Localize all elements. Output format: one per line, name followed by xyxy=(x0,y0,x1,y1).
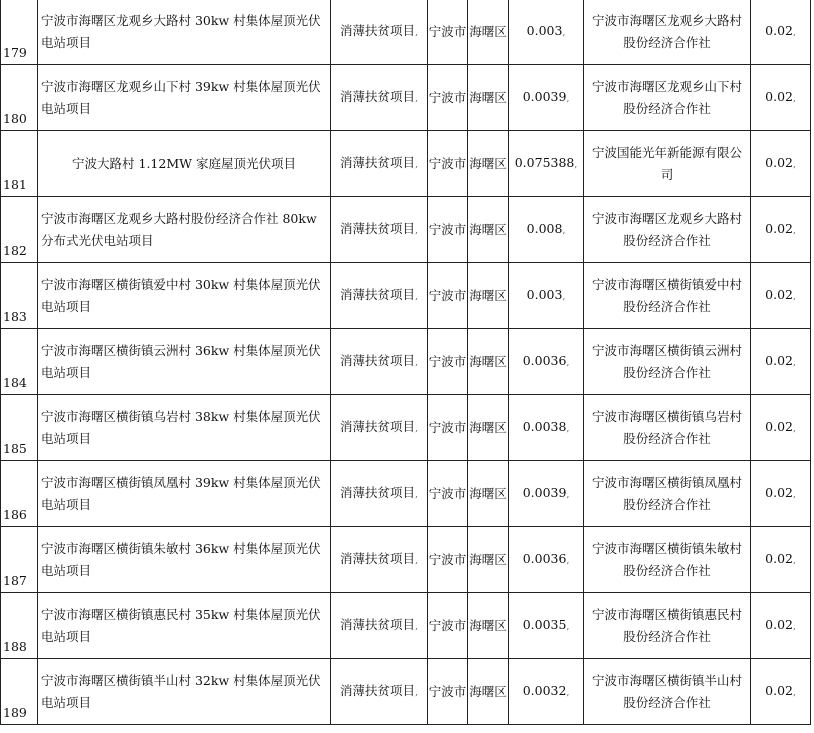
district: 海曙区 xyxy=(469,485,507,501)
capacity-cell xyxy=(509,263,584,329)
project-category-cell xyxy=(331,263,428,329)
project-name-cell xyxy=(38,659,331,725)
row-number-cell xyxy=(1,131,38,197)
district-cell xyxy=(468,197,509,263)
value-cell xyxy=(751,659,811,725)
row-number: 187 xyxy=(3,573,27,588)
owner: 宁波市海曙区横街镇凤凰村股份经济合作社 xyxy=(591,474,742,512)
district: 海曙区 xyxy=(469,287,507,303)
table-row xyxy=(1,659,811,725)
district-cell xyxy=(468,65,509,131)
row-number: 184 xyxy=(3,375,27,390)
district: 海曙区 xyxy=(469,353,507,369)
paragraph-mark: , xyxy=(415,489,418,500)
value: 0.02 xyxy=(765,352,793,368)
capacity-cell xyxy=(509,65,584,131)
project-category-cell xyxy=(331,593,428,659)
city: 宁波市 xyxy=(428,485,467,501)
district: 海曙区 xyxy=(469,683,507,699)
value: 0.02 xyxy=(765,616,793,632)
district-cell xyxy=(468,263,509,329)
paragraph-mark: , xyxy=(415,291,418,302)
row-number: 188 xyxy=(3,639,27,654)
project-category-cell xyxy=(331,527,428,593)
owner: 宁波市海曙区横街镇爱中村股份经济合作社 xyxy=(591,276,742,314)
district: 海曙区 xyxy=(469,419,507,435)
project-name-cell xyxy=(38,461,331,527)
paragraph-mark: , xyxy=(792,357,796,368)
district-cell xyxy=(468,527,509,593)
row-number: 189 xyxy=(3,705,27,720)
owner-cell xyxy=(584,329,751,395)
value-cell xyxy=(751,527,811,593)
project-name-cell xyxy=(38,197,331,263)
district: 海曙区 xyxy=(469,23,507,39)
district-cell xyxy=(468,0,509,65)
district-cell xyxy=(468,131,509,197)
paragraph-mark: , xyxy=(415,93,418,104)
capacity: 0.008 xyxy=(526,220,563,236)
value: 0.02 xyxy=(765,286,793,302)
paragraph-mark: , xyxy=(792,489,796,500)
project-name-cell xyxy=(38,263,331,329)
table-row xyxy=(1,197,811,263)
paragraph-mark: , xyxy=(792,423,796,434)
paragraph-mark: , xyxy=(792,225,796,236)
city: 宁波市 xyxy=(428,617,467,633)
row-number-cell xyxy=(1,263,38,329)
paragraph-mark: , xyxy=(415,621,418,632)
owner: 宁波市海曙区横街镇惠民村股份经济合作社 xyxy=(591,606,742,644)
city: 宁波市 xyxy=(428,89,467,105)
row-number-cell xyxy=(1,395,38,461)
project-name-cell xyxy=(38,593,331,659)
value-cell xyxy=(751,461,811,527)
project-category: 消薄扶贫项目 xyxy=(340,286,416,302)
owner: 宁波市海曙区龙观乡大路村股份经济合作社 xyxy=(591,210,742,248)
paragraph-mark: , xyxy=(574,159,578,170)
paragraph-mark: , xyxy=(792,93,796,104)
paragraph-mark: , xyxy=(415,687,418,698)
district: 海曙区 xyxy=(469,221,507,237)
value-cell xyxy=(751,593,811,659)
paragraph-mark: , xyxy=(415,555,418,566)
city-cell xyxy=(428,65,468,131)
project-name-cell xyxy=(38,395,331,461)
city-cell xyxy=(428,197,468,263)
project-category-cell xyxy=(331,0,428,65)
paragraph-mark: , xyxy=(415,357,418,368)
district: 海曙区 xyxy=(469,89,507,105)
paragraph-mark: , xyxy=(415,27,418,38)
paragraph-mark: , xyxy=(562,291,566,302)
project-name: 宁波市海曙区龙观乡大路村 30kw 村集体屋顶光伏电站项目 xyxy=(41,12,321,50)
table-row xyxy=(1,527,811,593)
project-name: 宁波市海曙区横街镇乌岩村 38kw 村集体屋顶光伏电站项目 xyxy=(41,408,321,446)
capacity-cell xyxy=(509,593,584,659)
city: 宁波市 xyxy=(428,683,467,699)
table-row xyxy=(1,461,811,527)
project-name: 宁波市海曙区横街镇爱中村 30kw 村集体屋顶光伏电站项目 xyxy=(41,276,321,314)
project-category: 消薄扶贫项目 xyxy=(340,550,416,566)
project-category-cell xyxy=(331,131,428,197)
value-cell xyxy=(751,197,811,263)
capacity: 0.0036 xyxy=(522,352,567,368)
city: 宁波市 xyxy=(428,221,467,237)
project-category: 消薄扶贫项目 xyxy=(340,154,416,170)
table-row xyxy=(1,593,811,659)
capacity: 0.003 xyxy=(526,22,563,38)
project-name: 宁波市海曙区横街镇凤凰村 39kw 村集体屋顶光伏电站项目 xyxy=(41,474,321,512)
paragraph-mark: , xyxy=(566,93,570,104)
paragraph-mark: , xyxy=(792,687,796,698)
project-category: 消薄扶贫项目 xyxy=(340,220,416,236)
project-category: 消薄扶贫项目 xyxy=(340,418,416,434)
project-table-body xyxy=(1,0,811,725)
district-cell xyxy=(468,395,509,461)
capacity-cell xyxy=(509,527,584,593)
paragraph-mark: , xyxy=(566,489,570,500)
table-row xyxy=(1,395,811,461)
city-cell xyxy=(428,461,468,527)
owner-cell xyxy=(584,395,751,461)
value: 0.02 xyxy=(765,682,793,698)
capacity-cell xyxy=(509,0,584,65)
city-cell xyxy=(428,593,468,659)
row-number: 179 xyxy=(3,45,27,60)
city-cell xyxy=(428,0,468,65)
owner: 宁波市海曙区龙观乡大路村股份经济合作社 xyxy=(591,12,742,50)
owner: 宁波市海曙区横街镇乌岩村股份经济合作社 xyxy=(591,408,742,446)
capacity-cell xyxy=(509,197,584,263)
owner: 宁波市海曙区龙观乡山下村股份经济合作社 xyxy=(591,78,742,116)
project-category-cell xyxy=(331,197,428,263)
capacity: 0.0039 xyxy=(522,88,567,104)
value: 0.02 xyxy=(765,22,793,38)
project-category-cell xyxy=(331,65,428,131)
project-category: 消薄扶贫项目 xyxy=(340,484,416,500)
owner-cell xyxy=(584,0,751,65)
owner-cell xyxy=(584,527,751,593)
table-row xyxy=(1,65,811,131)
district: 海曙区 xyxy=(469,155,507,171)
capacity-cell xyxy=(509,395,584,461)
row-number: 180 xyxy=(3,111,27,126)
capacity: 0.0035 xyxy=(522,616,567,632)
paragraph-mark: , xyxy=(792,291,796,302)
paragraph-mark: , xyxy=(792,555,796,566)
capacity-cell xyxy=(509,659,584,725)
capacity-cell xyxy=(509,329,584,395)
project-name: 宁波市海曙区横街镇朱敏村 36kw 村集体屋顶光伏电站项目 xyxy=(41,540,321,578)
project-category: 消薄扶贫项目 xyxy=(340,682,416,698)
paragraph-mark: , xyxy=(415,423,418,434)
paragraph-mark: , xyxy=(566,555,570,566)
project-category: 消薄扶贫项目 xyxy=(340,616,416,632)
project-category-cell xyxy=(331,461,428,527)
owner-cell xyxy=(584,659,751,725)
project-name-cell xyxy=(38,329,331,395)
paragraph-mark: , xyxy=(415,225,418,236)
value: 0.02 xyxy=(765,88,793,104)
table-row xyxy=(1,263,811,329)
owner-cell xyxy=(584,593,751,659)
project-name-cell xyxy=(38,527,331,593)
capacity: 0.0038 xyxy=(522,418,567,434)
city-cell xyxy=(428,527,468,593)
value-cell xyxy=(751,131,811,197)
paragraph-mark: , xyxy=(566,423,570,434)
city-cell xyxy=(428,329,468,395)
project-category: 消薄扶贫项目 xyxy=(340,352,416,368)
row-number-cell xyxy=(1,659,38,725)
project-name: 宁波市海曙区横街镇半山村 32kw 村集体屋顶光伏电站项目 xyxy=(41,672,321,710)
row-number: 183 xyxy=(3,309,27,324)
capacity: 0.0036 xyxy=(522,550,567,566)
paragraph-mark: , xyxy=(415,159,418,170)
row-number: 182 xyxy=(3,243,27,258)
owner-cell xyxy=(584,461,751,527)
capacity: 0.003 xyxy=(526,286,563,302)
city-cell xyxy=(428,263,468,329)
project-name-cell xyxy=(38,131,331,197)
owner-cell xyxy=(584,263,751,329)
capacity: 0.0032 xyxy=(522,682,567,698)
owner: 宁波市海曙区横街镇云洲村股份经济合作社 xyxy=(591,342,742,380)
paragraph-mark: , xyxy=(566,621,570,632)
value-cell xyxy=(751,65,811,131)
owner-cell xyxy=(584,65,751,131)
project-category-cell xyxy=(331,395,428,461)
row-number-cell xyxy=(1,0,38,65)
row-number: 185 xyxy=(3,441,27,456)
district-cell xyxy=(468,659,509,725)
table-row xyxy=(1,131,811,197)
project-category-cell xyxy=(331,659,428,725)
project-name: 宁波市海曙区横街镇云洲村 36kw 村集体屋顶光伏电站项目 xyxy=(41,342,321,380)
project-name: 宁波市海曙区龙观乡大路村股份经济合作社 80kw 分布式光伏电站项目 xyxy=(41,210,317,248)
owner: 宁波市海曙区横街镇朱敏村股份经济合作社 xyxy=(591,540,742,578)
row-number-cell xyxy=(1,65,38,131)
owner-cell xyxy=(584,131,751,197)
paragraph-mark: , xyxy=(562,225,566,236)
row-number-cell xyxy=(1,461,38,527)
project-category-cell xyxy=(331,329,428,395)
district: 海曙区 xyxy=(469,551,507,567)
value: 0.02 xyxy=(765,220,793,236)
value: 0.02 xyxy=(765,484,793,500)
value-cell xyxy=(751,329,811,395)
city-cell xyxy=(428,659,468,725)
row-number-cell xyxy=(1,329,38,395)
value-cell xyxy=(751,0,811,65)
owner: 宁波市海曙区横街镇半山村股份经济合作社 xyxy=(591,672,742,710)
district-cell xyxy=(468,593,509,659)
paragraph-mark: , xyxy=(792,27,796,38)
city: 宁波市 xyxy=(428,287,467,303)
value: 0.02 xyxy=(765,154,793,170)
project-category: 消薄扶贫项目 xyxy=(340,88,416,104)
row-number: 186 xyxy=(3,507,27,522)
value: 0.02 xyxy=(765,550,793,566)
owner-cell xyxy=(584,197,751,263)
capacity: 0.075388 xyxy=(514,154,575,170)
project-name: 宁波市海曙区横街镇惠民村 35kw 村集体屋顶光伏电站项目 xyxy=(41,606,321,644)
paragraph-mark: , xyxy=(792,621,796,632)
city-cell xyxy=(428,395,468,461)
project-name: 宁波大路村 1.12MW 家庭屋顶光伏项目 xyxy=(72,155,296,171)
city: 宁波市 xyxy=(428,551,467,567)
city-cell xyxy=(428,131,468,197)
capacity: 0.0039 xyxy=(522,484,567,500)
project-name-cell xyxy=(38,65,331,131)
table-row xyxy=(1,329,811,395)
paragraph-mark: , xyxy=(566,357,570,368)
district-cell xyxy=(468,461,509,527)
paragraph-mark: , xyxy=(792,159,796,170)
row-number-cell xyxy=(1,593,38,659)
project-name-cell xyxy=(38,0,331,65)
project-category: 消薄扶贫项目 xyxy=(340,22,416,38)
row-number-cell xyxy=(1,527,38,593)
row-number-cell xyxy=(1,197,38,263)
city: 宁波市 xyxy=(428,155,467,171)
district: 海曙区 xyxy=(469,617,507,633)
paragraph-mark: , xyxy=(562,27,566,38)
value-cell xyxy=(751,263,811,329)
capacity-cell xyxy=(509,461,584,527)
city: 宁波市 xyxy=(428,419,467,435)
project-name: 宁波市海曙区龙观乡山下村 39kw 村集体屋顶光伏电站项目 xyxy=(41,78,321,116)
value: 0.02 xyxy=(765,418,793,434)
city: 宁波市 xyxy=(428,353,467,369)
capacity-cell xyxy=(509,131,584,197)
owner: 宁波国能光年新能源有限公司 xyxy=(591,144,742,182)
table-row xyxy=(1,0,811,65)
value-cell xyxy=(751,395,811,461)
district-cell xyxy=(468,329,509,395)
city: 宁波市 xyxy=(428,23,467,39)
paragraph-mark: , xyxy=(566,687,570,698)
row-number: 181 xyxy=(3,177,27,192)
